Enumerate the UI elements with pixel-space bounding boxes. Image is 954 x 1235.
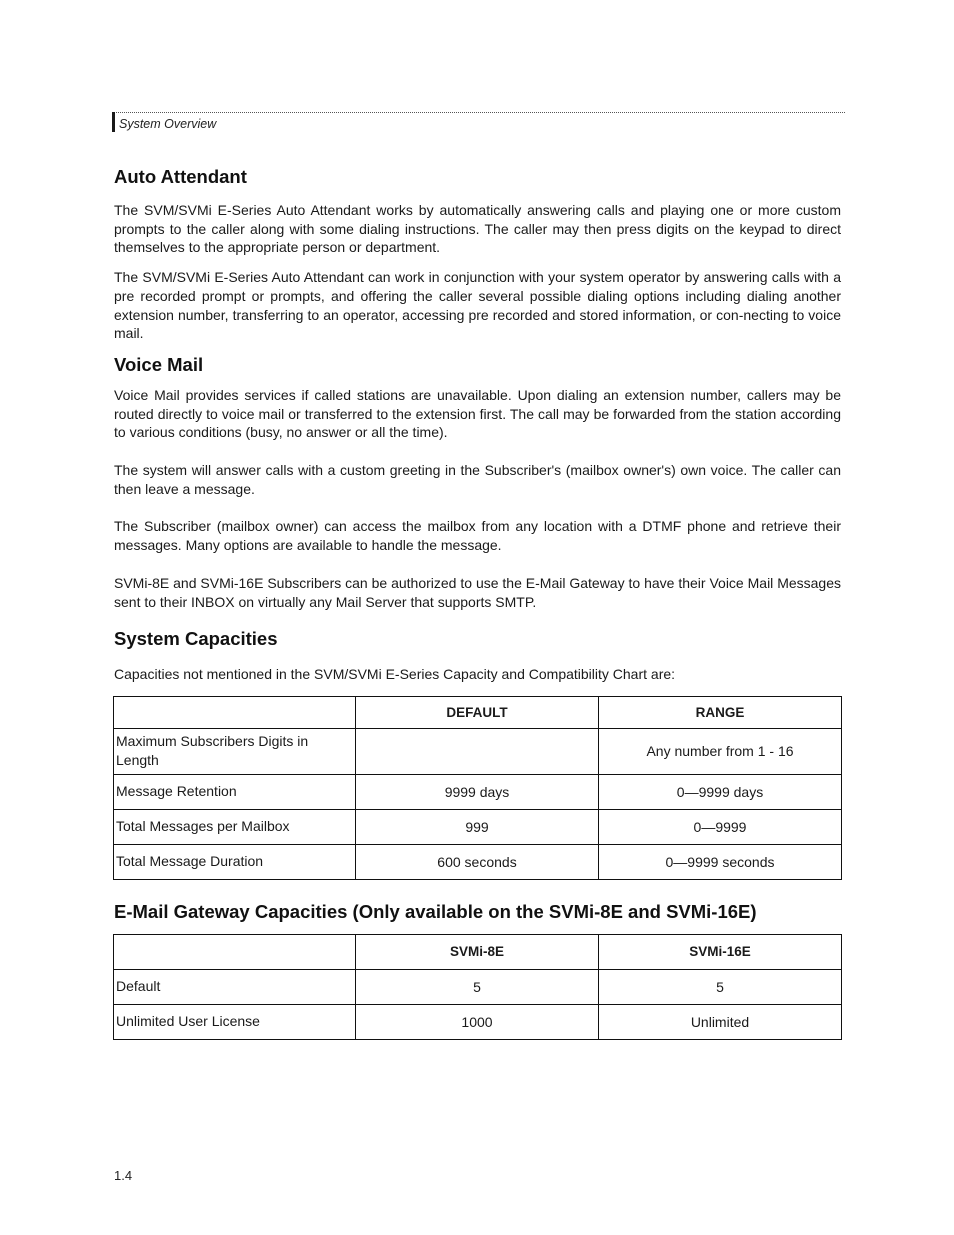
auto-attendant-paragraph-1: The SVM/SVMi E-Series Auto Attendant works by automatically answering calls and playing one or more custom prompts to the caller along with some dialing instructions. The caller may then press digits on the keypad to direct themselves to the appropriate person or department. [114, 202, 841, 256]
system-capacities-table [113, 696, 842, 880]
range-cell: 0—9999 seconds [599, 844, 842, 879]
running-header [112, 112, 845, 132]
table-header-row [114, 696, 842, 728]
auto-attendant-paragraph-2: The SVM/SVMi E-Series Auto Attendant can work in conjunction with your system operator by answering calls with a pre recorded prompt or prompts, and offering the caller several possible dialing options including dialing another extension number, transferring to an operator, accessing pre recorded and stored information, or con-necting to voice mail. [114, 269, 841, 342]
row-label: Total Messages per Mailbox [114, 809, 356, 844]
default-cell: 9999 days [356, 774, 599, 809]
range-cell: Any number from 1 - 16 [599, 728, 842, 774]
svmi-16e-cell: 5 [599, 969, 842, 1004]
row-label: Default [114, 969, 356, 1004]
voice-mail-paragraph-2: The system will answer calls with a custom greeting in the Subscriber's (mailbox owner's) own voice. The caller can then leave a message. [114, 462, 841, 497]
voice-mail-paragraph-3: The Subscriber (mailbox owner) can access the mailbox from any location with a DTMF phone and retrieve their messages. Many options are available to handle the message. [114, 518, 841, 554]
page-number: 1.4 [114, 1168, 133, 1183]
table-row [114, 774, 842, 809]
default-cell: 600 seconds [356, 844, 599, 879]
voice-mail-paragraph-4: SVMi-8E and SVMi-16E Subscribers can be authorized to use the E-Mail Gateway to have their Voice Mail Messages sent to their INBOX on virtually any Mail Server that supports SMTP. [114, 574, 841, 610]
svmi-8e-cell: 1000 [356, 1004, 599, 1039]
row-label: Maximum Subscribers Digits in Length [114, 728, 356, 774]
column-header [114, 696, 356, 728]
table-row [114, 728, 842, 774]
email-gateway-table [113, 934, 842, 1040]
svmi-16e-cell: Unlimited [599, 1004, 842, 1039]
table-row [114, 844, 842, 879]
column-header-svmi-16e: SVMi-16E [599, 934, 842, 969]
column-header-default: DEFAULT [356, 696, 599, 728]
row-label: Unlimited User License [114, 1004, 356, 1039]
table-row [114, 809, 842, 844]
auto-attendant-heading: Auto Attendant [114, 166, 247, 187]
table-row [114, 969, 842, 1004]
column-header [114, 934, 356, 969]
header-section-title: System Overview [119, 117, 217, 131]
range-cell: 0—9999 [599, 809, 842, 844]
email-gateway-heading: E-Mail Gateway Capacities (Only available on the SVMi-8E and SVMi-16E) [114, 900, 757, 922]
svmi-8e-cell: 5 [356, 969, 599, 1004]
system-capacities-intro: Capacities not mentioned in the SVM/SVMi E-Series Capacity and Compatibility Chart are: [114, 666, 676, 683]
table-header-row [114, 934, 842, 969]
default-cell: 999 [356, 809, 599, 844]
voice-mail-heading: Voice Mail [114, 353, 204, 375]
table-row [114, 1004, 842, 1039]
row-label: Total Message Duration [114, 844, 356, 879]
row-label: Message Retention [114, 774, 356, 809]
column-header-range: RANGE [599, 696, 842, 728]
voice-mail-paragraph-1: Voice Mail provides services if called stations are unavailable. Upon dialing an extension number, callers may be routed directly to voice mail or transferred to the extension first. The call may be forwarded from the station according to various conditions (busy, no answer or all the time). [114, 386, 841, 441]
page-content [114, 164, 841, 1040]
system-capacities-heading: System Capacities [114, 628, 278, 650]
default-cell [356, 728, 599, 774]
header-marker-bar [112, 112, 115, 132]
column-header-svmi-8e: SVMi-8E [356, 934, 599, 969]
header-dotted-rule [116, 112, 845, 113]
range-cell: 0—9999 days [599, 774, 842, 809]
